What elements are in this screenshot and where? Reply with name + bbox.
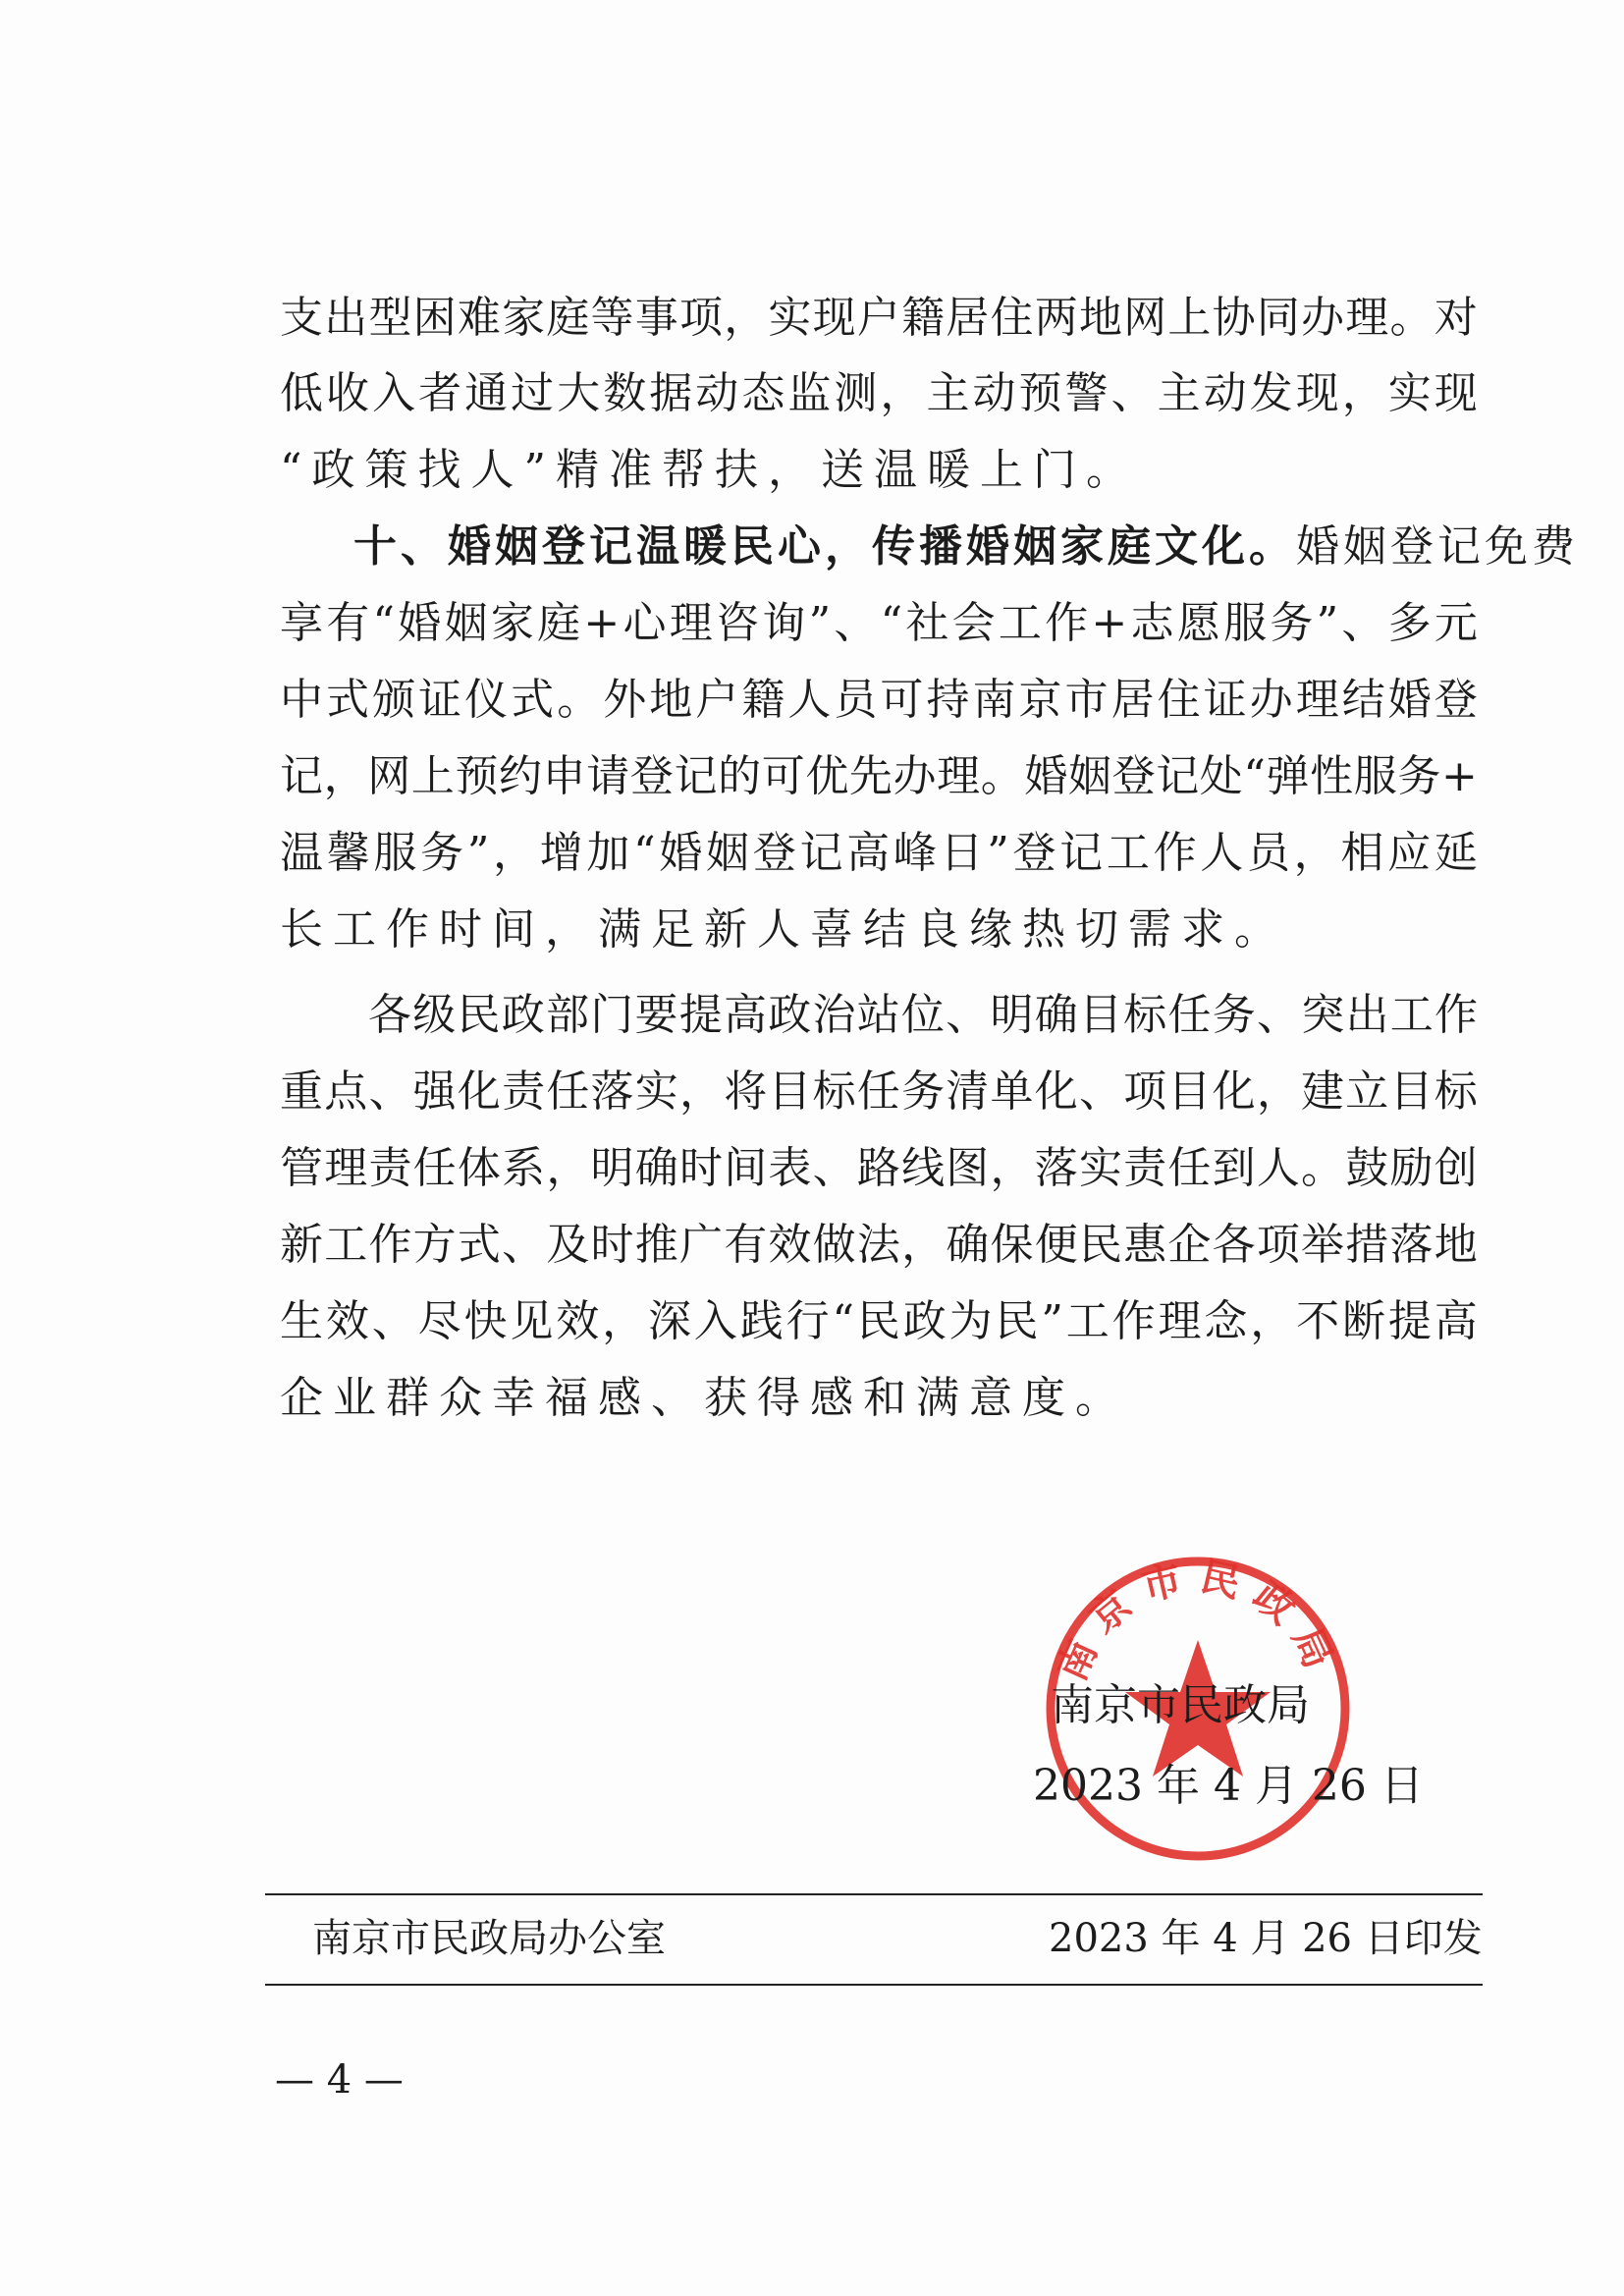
body-line — [280, 442, 1478, 499]
body-line: 享 有 “ 婚 姻 家 庭 + 心 理 咨 询 ” 、 “ 社 会 工 作 + 志 愿 服 务 ” 、 多 元 — [280, 598, 1478, 648]
body-line: 新 工 作 方 式 、 及 时 推 广 有 效 做 法 ， 确 保 便 民 惠 企 各 项 举 措 落 地 — [280, 1220, 1478, 1270]
body-line — [280, 1370, 1478, 1427]
footer-top-rule — [265, 1893, 1483, 1895]
body-line: 管 理 责 任 体 系 ， 明 确 时 间 表 、 路 线 图 ， 落 实 责 任 到 人 。 鼓 励 创 — [280, 1143, 1478, 1193]
body-line: 中 式 颁 证 仪 式 。 外 地 户 籍 人 员 可 持 南 京 市 居 住 证 办 理 结 婚 登 — [280, 675, 1478, 725]
section-heading: 十、婚姻登记温暖民心，传播婚姻家庭文化。 — [353, 521, 1296, 572]
body-line — [280, 902, 1478, 958]
body-line: 低 收 入 者 通 过 大 数 据 动 态 监 测 ， 主 动 预 警 、 主 动 发 现 ， 实 现 — [280, 368, 1478, 418]
footer-bottom-rule — [265, 1984, 1483, 1986]
signature-organization: 南京市民政局 — [1051, 1680, 1310, 1730]
body-line: 温 馨 服 务 ” ， 增 加 “ 婚 姻 登 记 高 峰 日 ” 登 记 工 作 人 员 ， 相 应 延 — [280, 828, 1478, 878]
body-line-text: 企业群众幸福感、获得感和满意度。 — [280, 1373, 1128, 1423]
body-line: 支 出 型 困 难 家 庭 等 事 项 ， 实 现 户 籍 居 住 两 地 网 上 协 同 办 理 。 对 — [280, 293, 1478, 343]
body-line-text: 长工作时间，满足新人喜结良缘热切需求。 — [280, 904, 1287, 955]
footer-issuer: 南京市民政局办公室 — [312, 1916, 666, 1961]
body-line: 记 ， 网 上 预 约 申 请 登 记 的 可 优 先 办 理 。 婚 姻 登 记 处 “ 弹 性 服 务 + — [280, 751, 1478, 801]
body-line: 重 点 、 强 化 责 任 落 实 ， 将 目 标 任 务 清 单 化 、 项 目 化 ， 建 立 目 标 — [280, 1066, 1478, 1117]
body-line — [353, 519, 1579, 575]
body-line-text: “政策找人”精准帮扶，送温暖上门。 — [280, 445, 1139, 495]
body-text-segment: 婚姻登记免费 — [1296, 521, 1579, 572]
body-line: 各 级 民 政 部 门 要 提 高 政 治 站 位 、 明 确 目 标 任 务 、 突 出 工 作 — [368, 990, 1478, 1040]
body-line: 生 效 、 尽 快 见 效 ， 深 入 践 行 “ 民 政 为 民 ” 工 作 理 念 ， 不 断 提 高 — [280, 1296, 1478, 1346]
signature-date: 2023 年 4 月 26 日 — [1033, 1761, 1424, 1811]
page-number: — 4 — — [275, 2057, 404, 2103]
seal-text: 南京市民政局 — [1049, 1554, 1347, 1688]
footer-issue-date: 2023 年 4 月 26 日印发 — [1049, 1916, 1483, 1961]
